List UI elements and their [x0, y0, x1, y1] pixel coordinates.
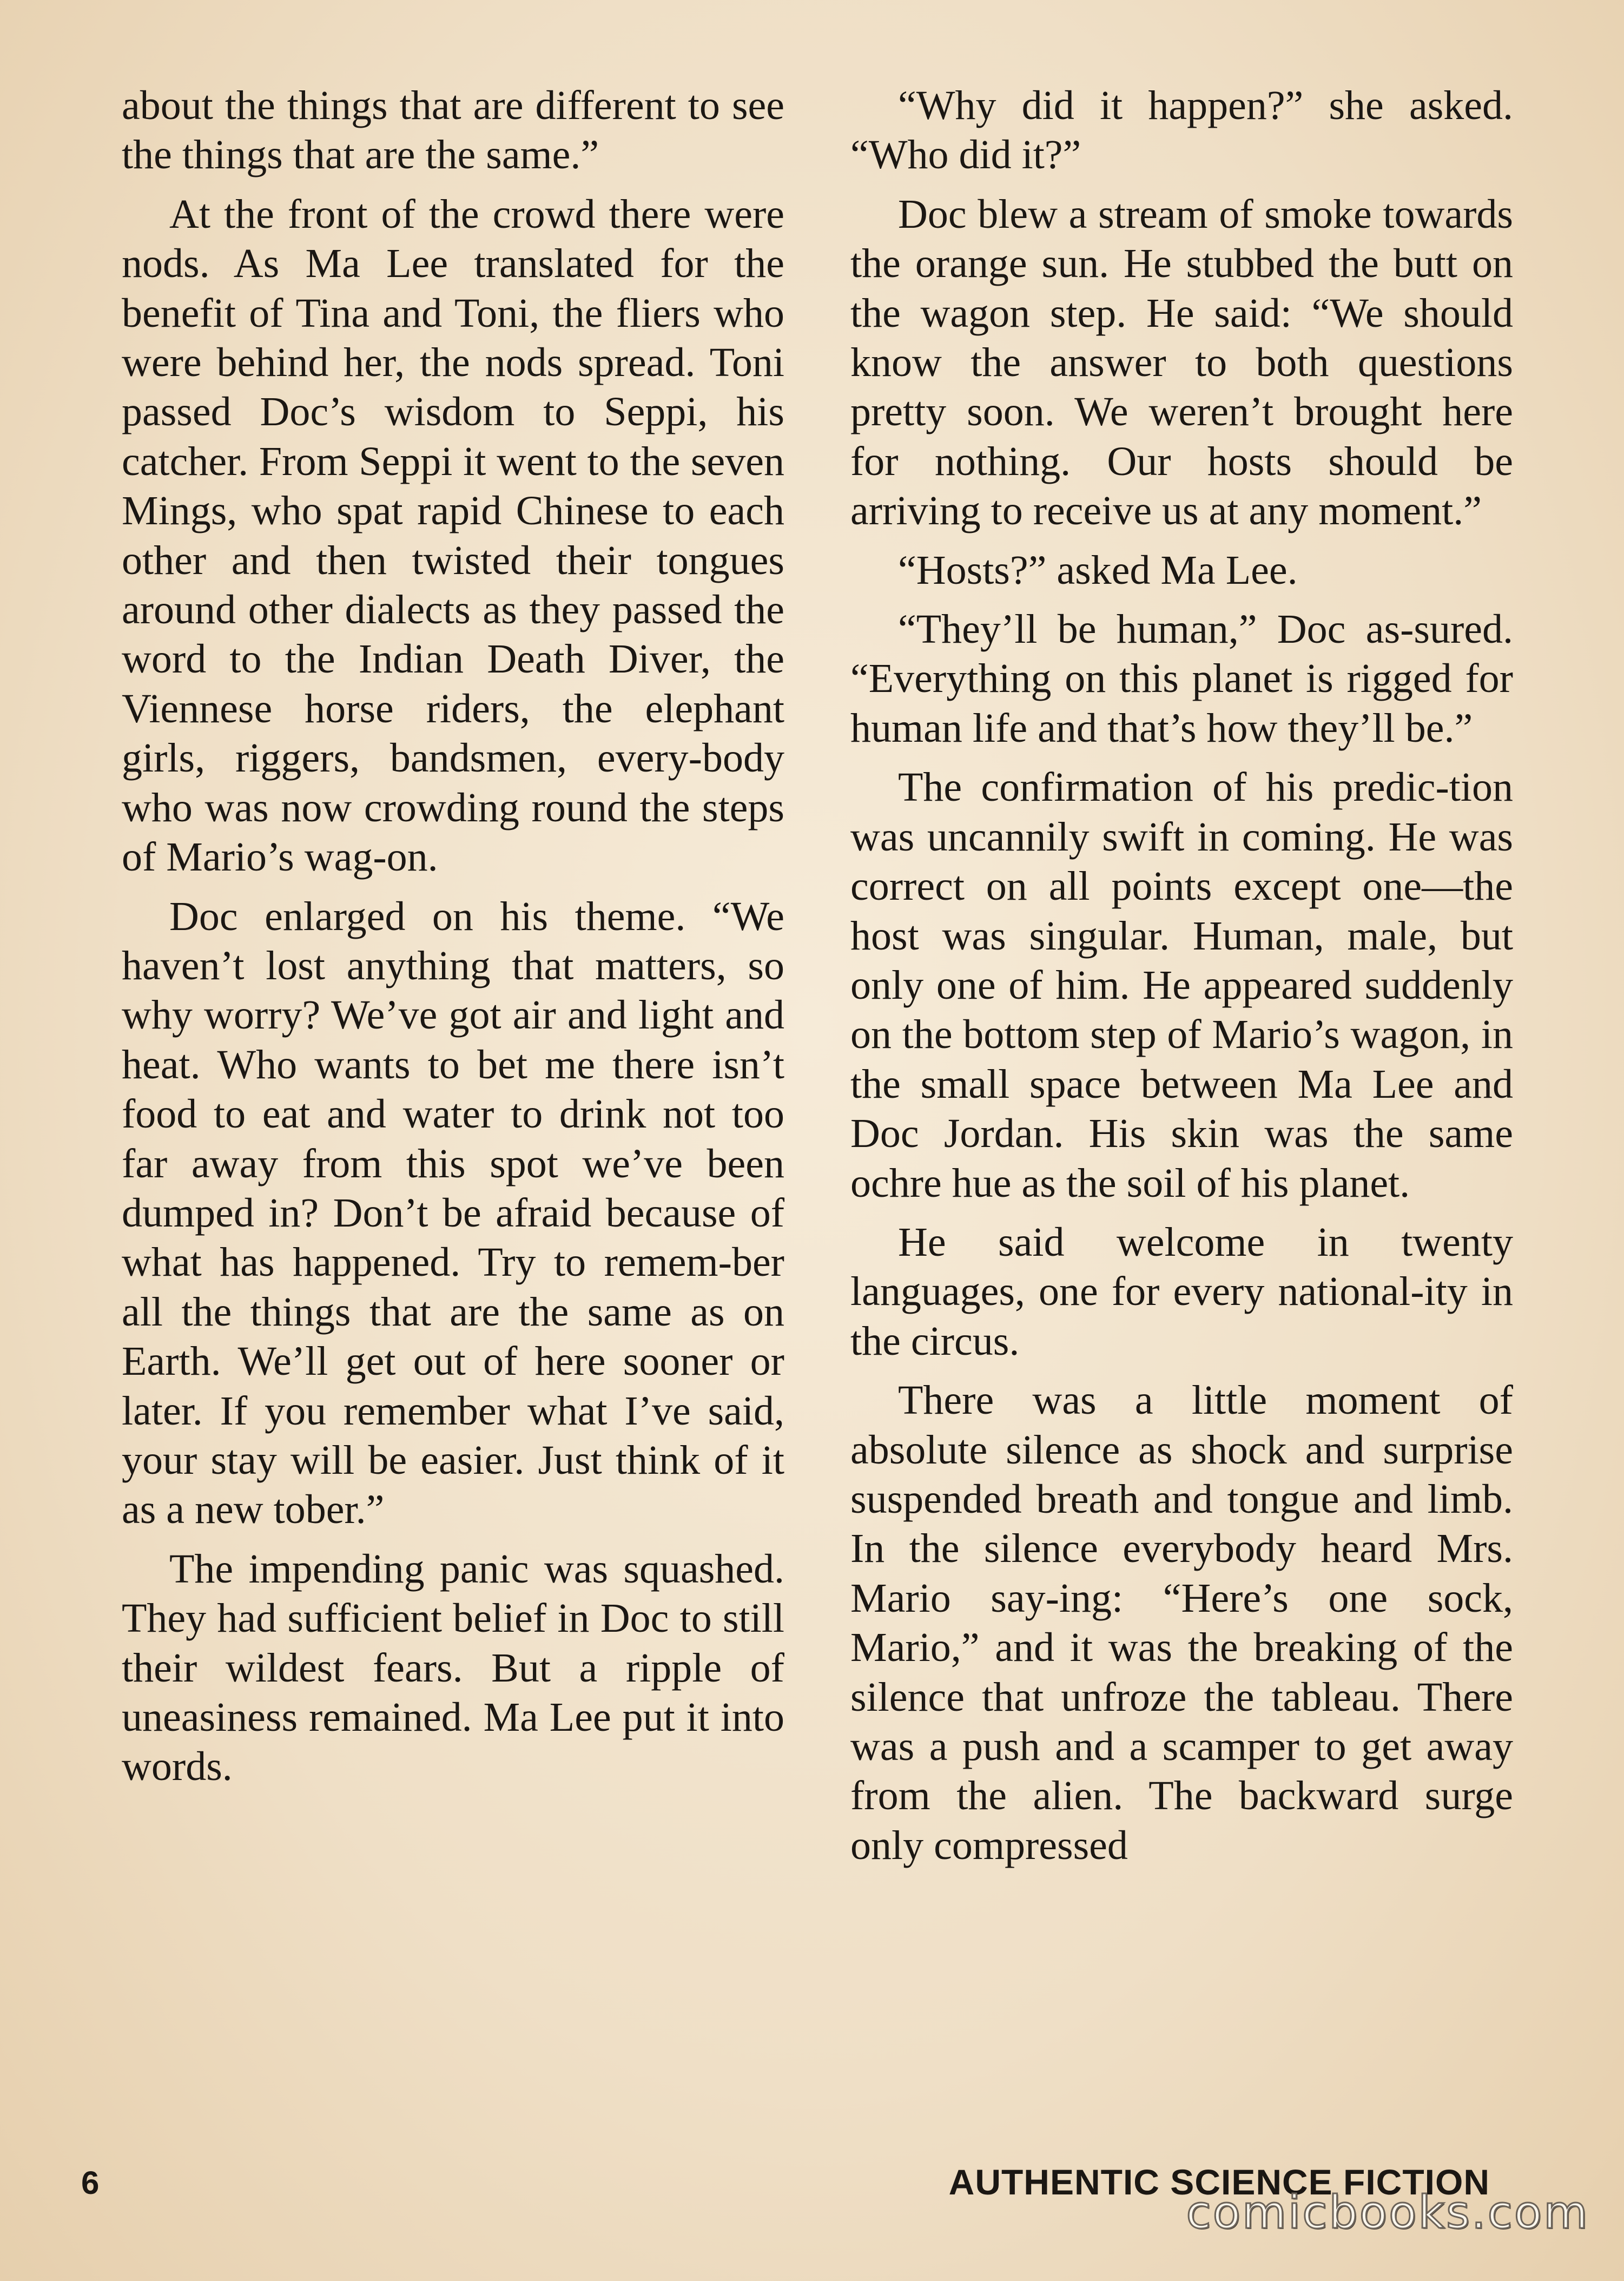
- running-head: AUTHENTIC SCIENCE FICTION: [948, 2162, 1490, 2202]
- paragraph: Doc blew a stream of smoke towards the orange sun. He stubbed the butt on the wagon step. He said: “We should know the answer to both questions pretty soon. We weren’t brought here for nothing. Our hosts should be arriving to receive us at any moment.”: [850, 191, 1513, 534]
- left-text-column: [122, 81, 784, 1802]
- watermark: comicbooks.com: [1186, 2186, 1589, 2239]
- paragraph: “Hosts?” asked Ma Lee.: [898, 547, 1298, 593]
- paragraph: The confirmation of his predic-tion was uncannily swift in coming. He was correct on all points except one—the host was singular. Human, male, but only one of him. He appeared suddenly on the bottom step of Mario’s wagon, in the small space between Ma Lee and Doc Jordan. His skin was the same ochre hue as the soil of his planet.: [850, 764, 1513, 1206]
- paragraph: There was a little moment of absolute silence as shock and surprise suspended breath and tongue and limb. In the silence everybody heard Mrs. Mario say-ing: “Here’s one sock, Mario,” and it was the breaking of the silence that unfroze the tableau. There was a push and a scamper to get away from the alien. The backward surge only compressed: [850, 1377, 1513, 1868]
- paragraph: about the things that are different to see the things that are the same.”: [122, 83, 784, 178]
- paragraph: At the front of the crowd there were nods. As Ma Lee translated for the benefit of Tina and Toni, the fliers who were behind her, the nods spread. Toni passed Doc’s wisdom to Seppi, his catcher. From Seppi it went to the seven Mings, who spat rapid Chinese to each other and then twisted their tongues around other dialects as they passed the word to the Indian Death Diver, the Viennese horse riders, the elephant girls, riggers, bandsmen, every-body who was now crowding round the steps of Mario’s wag-on.: [122, 191, 784, 880]
- paragraph: The impending panic was squashed. They had sufficient belief in Doc to still their wildest fears. But a ripple of uneasiness remained. Ma Lee put it into words.: [122, 1546, 784, 1790]
- page-number: 6: [81, 2165, 100, 2201]
- right-text-column: [850, 81, 1513, 1880]
- paragraph: “They’ll be human,” Doc as-sured. “Everything on this planet is rigged for human life and that’s how they’ll be.”: [850, 606, 1513, 751]
- paragraph: Doc enlarged on his theme. “We haven’t lost anything that matters, so why worry? We’ve got air and light and heat. Who wants to bet me there isn’t food to eat and water to drink not too far away from this spot we’ve been dumped in? Don’t be afraid because of what has happened. Try to remem-ber all the things that are the same as on Earth. We’ll get out of here sooner or later. If you remember what I’ve said, your stay will be easier. Just think of it as a new tober.”: [122, 893, 784, 1533]
- paragraph: He said welcome in twenty languages, one for every national-ity in the circus.: [850, 1219, 1513, 1364]
- paragraph: “Why did it happen?” she asked. “Who did it?”: [850, 83, 1513, 178]
